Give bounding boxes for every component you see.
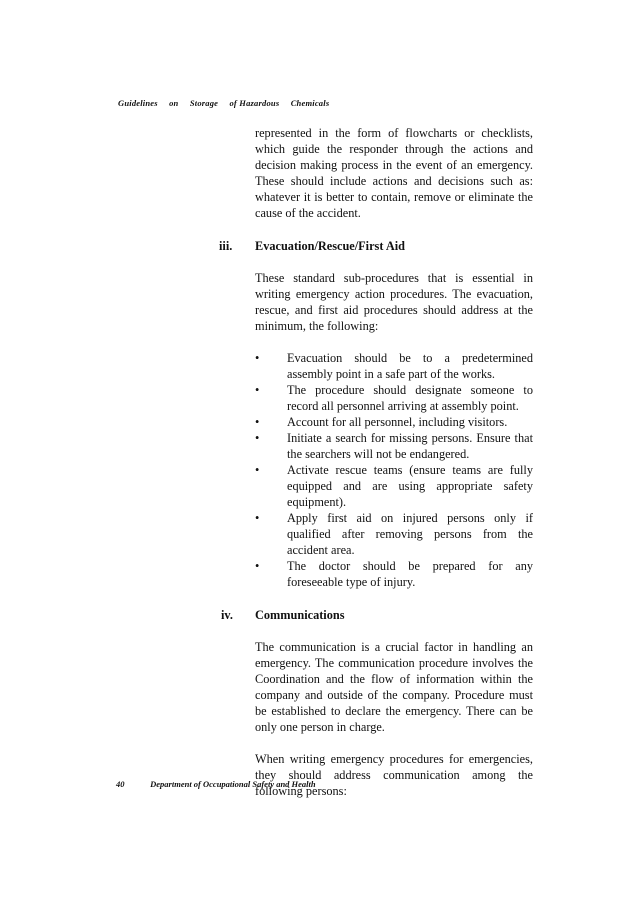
list-item-text: The procedure should designate someone to record all personnel arriving at assembly point.: [287, 383, 533, 413]
section-iv-paragraph-2: When writing emergency procedures for emergencies, they should address communication among the following persons:: [255, 752, 533, 798]
spacer: [255, 735, 533, 751]
list-item: [255, 558, 533, 590]
section-iv-number: iv.: [221, 608, 233, 622]
section-iii-paragraph: These standard sub-procedures that is essential in writing emergency action procedures. The evacuation, rescue, and first aid procedures should address at the minimum, the following:: [255, 271, 533, 333]
header-word: of Hazardous: [229, 98, 280, 108]
list-item: [255, 462, 533, 510]
list-item-text: Activate rescue teams (ensure teams are fully equipped and are using appropriate safety equipment).: [287, 463, 533, 509]
list-item-text: The doctor should be prepared for any foreseeable type of injury.: [287, 559, 533, 589]
list-item-text: Account for all personnel, including visitors.: [287, 415, 508, 429]
bullet-icon: •: [255, 511, 260, 525]
bullet-icon: •: [255, 431, 260, 445]
list-item-text: Initiate a search for missing persons. Ensure that the searchers will not be endangered.: [287, 431, 533, 461]
running-footer: [116, 779, 316, 789]
section-iii-title: Evacuation/Rescue/First Aid: [255, 239, 405, 253]
list-item: [255, 414, 533, 430]
header-word: Storage: [189, 98, 219, 108]
section-iv-heading: [221, 607, 533, 623]
list-item-text: Evacuation should be to a predetermined assembly point in a safe part of the works.: [287, 351, 533, 381]
bullet-icon: •: [255, 559, 260, 573]
running-header: [118, 98, 338, 108]
list-item: [255, 382, 533, 414]
header-word: Guidelines: [118, 98, 158, 108]
evacuation-bullet-list: [255, 350, 533, 590]
list-item-text: Apply first aid on injured persons only if qualified after removing persons from the accident area.: [287, 511, 533, 557]
footer-department: Department of Occupational Safety and Health: [150, 779, 316, 789]
section-iv-title: Communications: [255, 608, 345, 622]
header-word: on: [169, 98, 179, 108]
header-word: Chemicals: [290, 98, 330, 108]
section-iii-heading: [219, 238, 533, 254]
section-iii-number: iii.: [219, 239, 233, 253]
list-item: [255, 350, 533, 382]
list-item: [255, 430, 533, 462]
intro-paragraph: represented in the form of flowcharts or checklists, which guide the responder through the actions and decision making process in the event of an emergency. These should include actions and decisions such as: whatever it is better to contain, remove or eliminate the cause of the accident.: [255, 126, 533, 220]
bullet-icon: •: [255, 383, 260, 397]
list-item: [255, 510, 533, 558]
bullet-icon: •: [255, 463, 260, 477]
bullet-icon: •: [255, 415, 260, 429]
page-number: 40: [116, 779, 125, 789]
section-iv-paragraph-1: The communication is a crucial factor in handling an emergency. The communication procedure involves the Coordination and the flow of information within the company and outside of the company. Procedure must be established to declare the emergency. There can be only one person in charge.: [255, 640, 533, 734]
bullet-icon: •: [255, 351, 260, 365]
spacer: [255, 334, 533, 350]
